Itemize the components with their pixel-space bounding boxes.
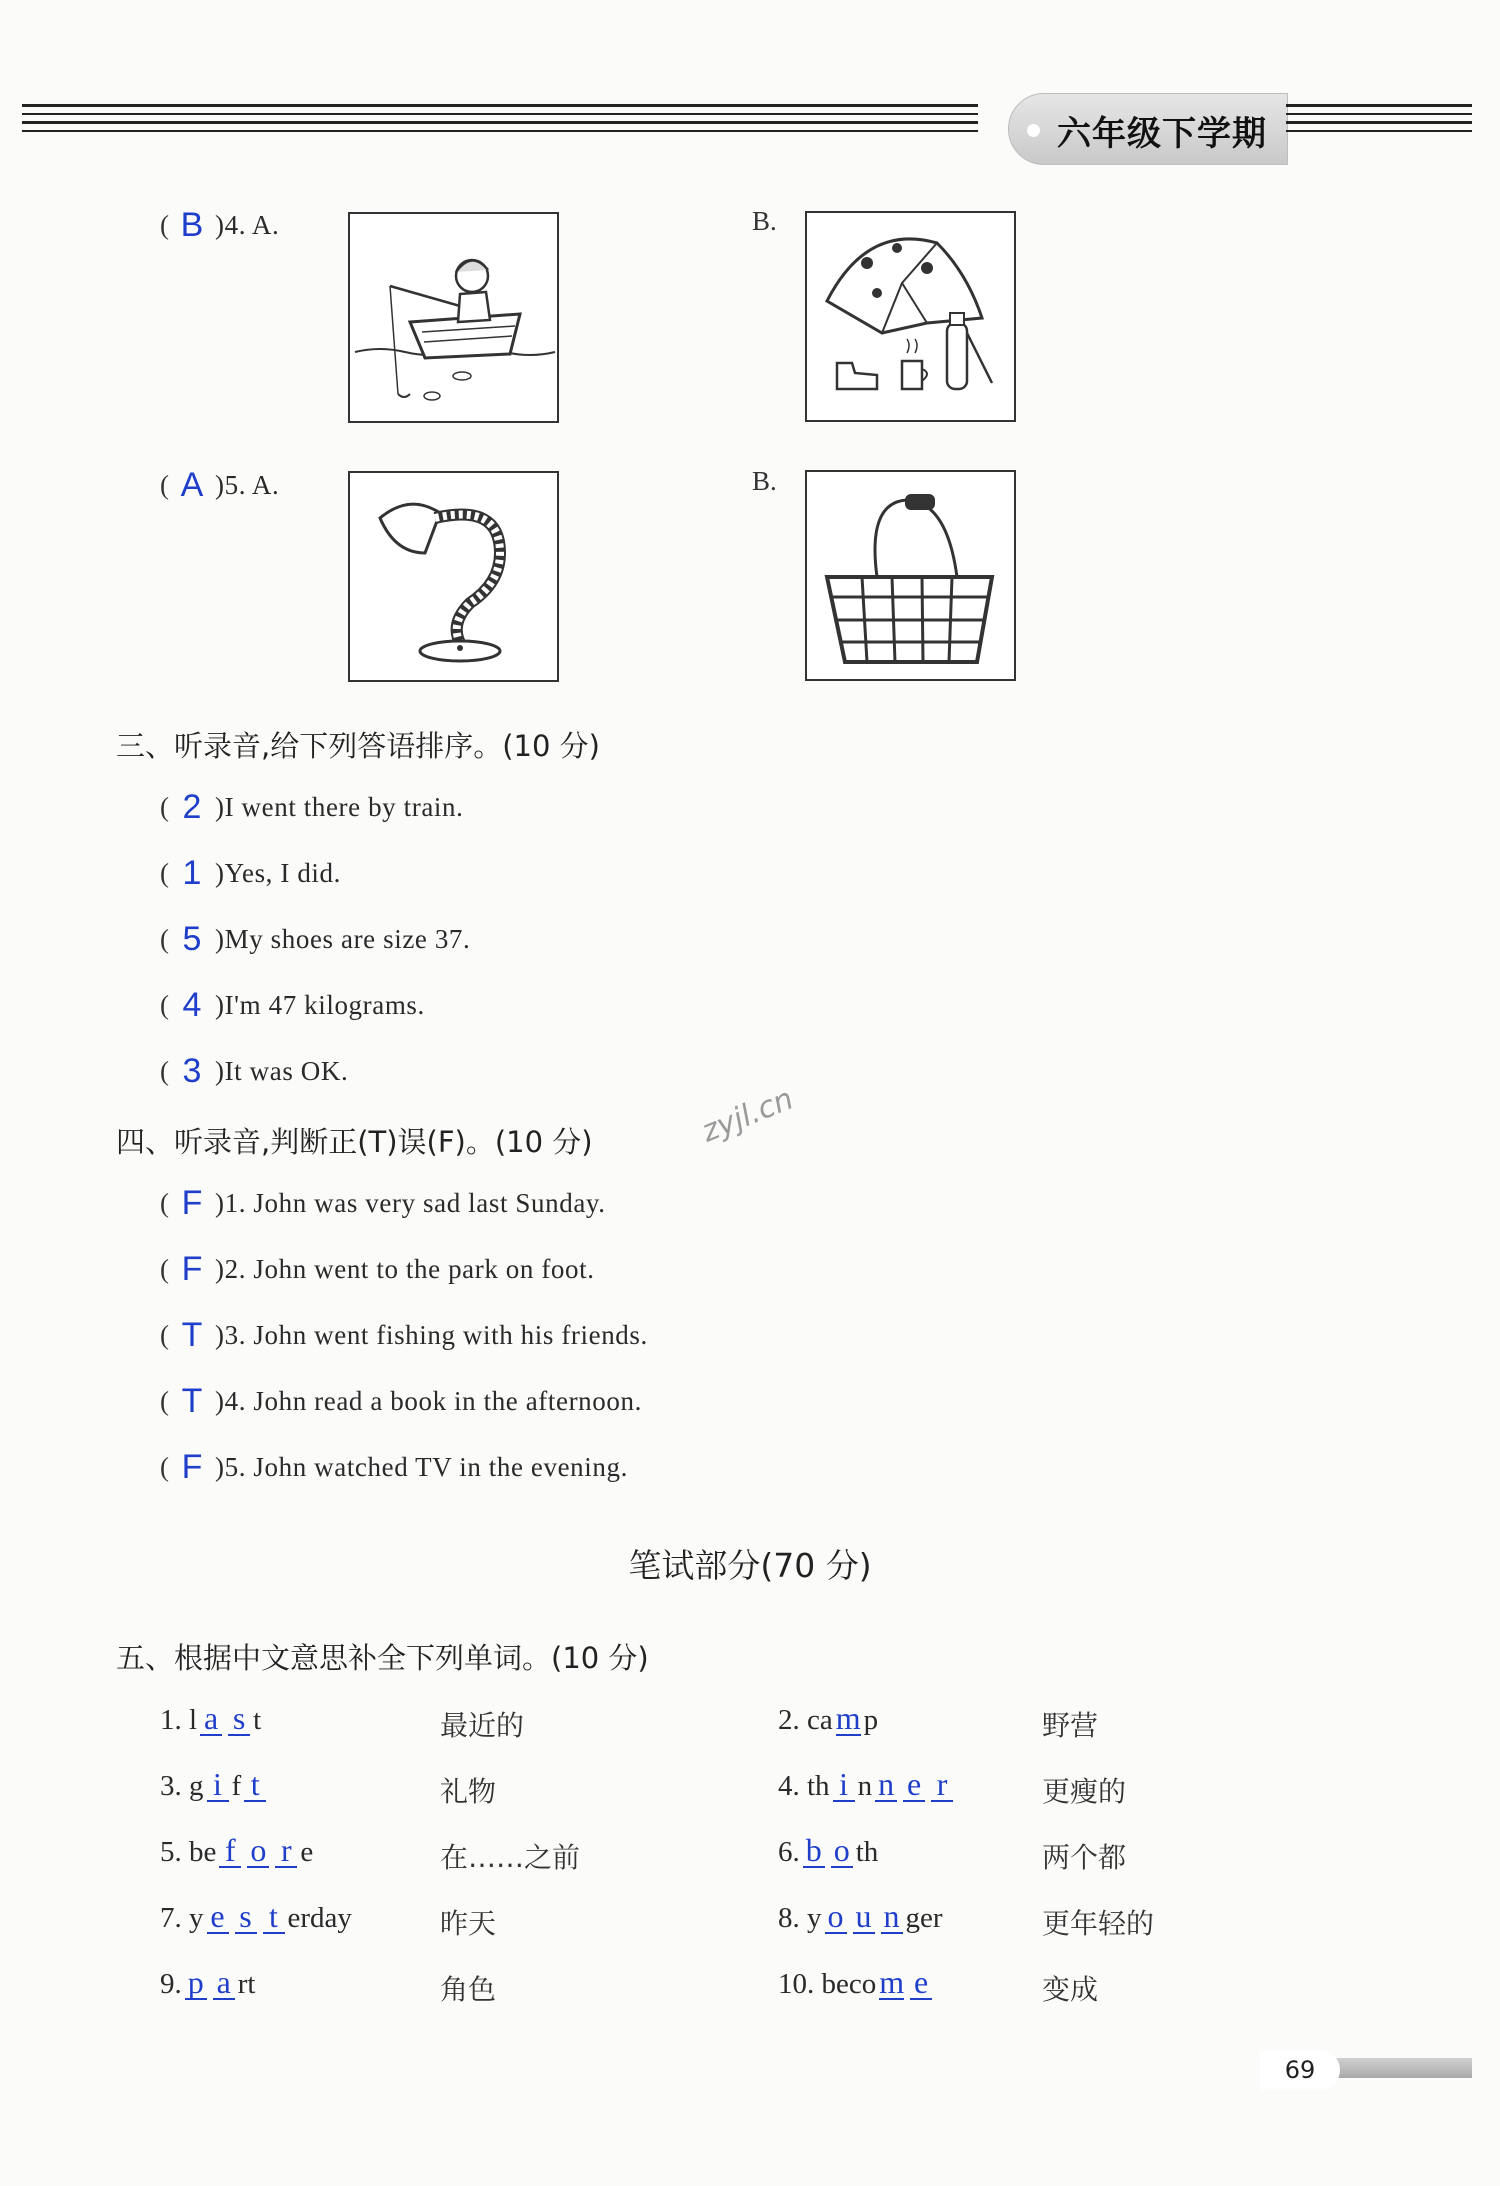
- ordering-item: ( 4 )I'm 47 kilograms.: [160, 986, 425, 1024]
- section-4-heading: 四、听录音,判断正(T)误(F)。(10 分): [116, 1125, 593, 1159]
- question-number: )5. A.: [215, 470, 280, 500]
- item-text: )5. John watched TV in the evening.: [215, 1452, 628, 1482]
- answer-mark: 3: [182, 1052, 202, 1090]
- watermark: zyjl.cn: [696, 1081, 799, 1150]
- item-text: )I went there by train.: [215, 792, 464, 822]
- word-item-10: 10. becom e: [778, 1966, 935, 2001]
- ordering-item: ( 5 )My shoes are size 37.: [160, 920, 471, 958]
- item-text: )3. John went fishing with his friends.: [215, 1320, 648, 1350]
- word-item-3: 3. g i f t: [160, 1768, 269, 1803]
- answer-mark: 1: [182, 854, 202, 892]
- ordering-item: ( 3 )It was OK.: [160, 1052, 349, 1090]
- word-item-4: 4. th i n n e r: [778, 1768, 956, 1803]
- answer-mark: T: [181, 1382, 203, 1420]
- grade-tab: [1008, 93, 1288, 165]
- word-item-5: 5. be f o r e: [160, 1832, 314, 1868]
- word-meaning-10: 变成: [1042, 1973, 1099, 2006]
- answer-mark: F: [181, 1448, 203, 1486]
- word-item-7: 7. y e s t erday: [160, 1898, 352, 1934]
- true-false-item: ( F )1. John was very sad last Sunday.: [160, 1184, 606, 1222]
- true-false-item: ( F )5. John watched TV in the evening.: [160, 1448, 628, 1486]
- word-item-1: 1. l a s t: [160, 1700, 262, 1736]
- item-text: )My shoes are size 37.: [215, 924, 471, 954]
- grade-label: 六年级下学期: [1057, 114, 1267, 154]
- item-text: )Yes, I did.: [215, 858, 341, 888]
- word-meaning-8: 更年轻的: [1042, 1907, 1155, 1940]
- word-meaning-6: 两个都: [1042, 1841, 1127, 1874]
- item-text: )It was OK.: [215, 1056, 349, 1086]
- tent-camping-image: [805, 211, 1016, 422]
- true-false-item: ( T )4. John read a book in the afternoon.: [160, 1382, 642, 1420]
- word-item-8: 8. y o u n ger: [778, 1898, 943, 1934]
- section-5-heading: 五、根据中文意思补全下列单词。(10 分): [116, 1641, 649, 1675]
- picture-question-4: ( B )4. A.: [160, 206, 280, 244]
- answer-mark: T: [181, 1316, 203, 1354]
- answer-mark: F: [181, 1184, 203, 1222]
- word-meaning-1: 最近的: [440, 1709, 525, 1742]
- word-meaning-4: 更瘦的: [1042, 1775, 1127, 1808]
- item-text: )4. John read a book in the afternoon.: [215, 1386, 642, 1416]
- header-rule-right: [1286, 104, 1472, 150]
- answer-mark: B: [180, 206, 204, 244]
- question-number: )4. A.: [215, 210, 280, 240]
- bullet-icon: [1027, 124, 1040, 137]
- item-text: )I'm 47 kilograms.: [215, 990, 425, 1020]
- option-b-label: B.: [752, 466, 777, 496]
- option-b-label: B.: [752, 206, 777, 236]
- word-meaning-9: 角色: [440, 1973, 497, 2006]
- page-number: 69: [1260, 2050, 1340, 2090]
- answer-mark: A: [180, 466, 204, 504]
- written-part-heading: 笔试部分(70 分): [628, 1546, 872, 1585]
- header-rule-left: [22, 104, 978, 150]
- answer-mark: 2: [182, 788, 202, 826]
- word-meaning-5: 在……之前: [440, 1841, 581, 1874]
- basket-image: [805, 470, 1016, 681]
- ordering-item: ( 2 )I went there by train.: [160, 788, 464, 826]
- true-false-item: ( T )3. John went fishing with his friends.: [160, 1316, 648, 1354]
- fishing-boy-image: [348, 212, 559, 423]
- word-item-2: 2. cam p: [778, 1700, 879, 1736]
- answer-mark: F: [181, 1250, 203, 1288]
- answer-mark: 4: [182, 986, 202, 1024]
- item-text: )1. John was very sad last Sunday.: [215, 1188, 606, 1218]
- true-false-item: ( F )2. John went to the park on foot.: [160, 1250, 595, 1288]
- word-meaning-7: 昨天: [440, 1907, 497, 1940]
- picture-question-5: ( A )5. A.: [160, 466, 280, 504]
- word-item-6: 6. b o th: [778, 1832, 879, 1868]
- word-meaning-2: 野营: [1042, 1709, 1099, 1742]
- answer-mark: 5: [182, 920, 202, 958]
- ordering-item: ( 1 )Yes, I did.: [160, 854, 341, 892]
- desk-lamp-image: [348, 471, 559, 682]
- section-3-heading: 三、听录音,给下列答语排序。(10 分): [116, 729, 600, 763]
- item-text: )2. John went to the park on foot.: [215, 1254, 595, 1284]
- word-meaning-3: 礼物: [440, 1775, 497, 1808]
- word-item-9: 9. p a rt: [160, 1964, 256, 2000]
